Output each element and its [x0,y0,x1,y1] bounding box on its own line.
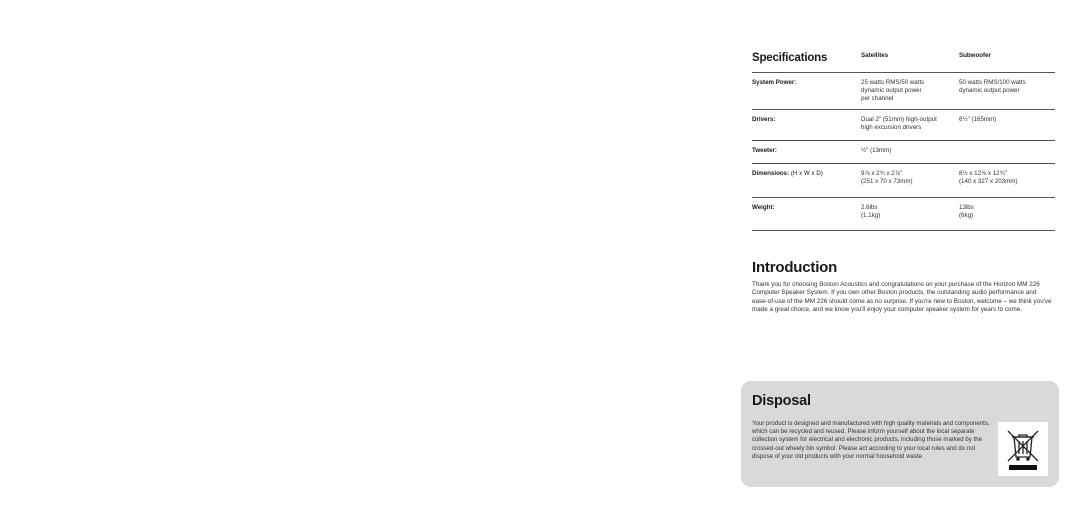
spec-label: Drivers: [752,116,776,123]
spec-label: Tweeter: [752,147,777,154]
spec-satellites-value: Dual 2" (51mm) high-output high excursion drivers [861,116,937,132]
introduction-title: Introduction [752,259,838,276]
spec-subwoofer-value: 50 watts RMS/100 watts dynamic output power [959,79,1026,95]
disposal-panel [741,381,1059,487]
introduction-body: Thank you for choosing Boston Acoustics and congratulations on your purchase of the Horizon MM 226 Computer Speaker System. If you own other Boston products, the outstanding audio performance and ease-of-use of the MM 226 should come as no surprise. If you're new to Boston, welcome – we think you've made a great choice, and we know you'll enjoy your computer speaker system for years to come. [752,281,1052,313]
spec-row-tweeter [752,141,1055,164]
spec-satellites-value: 2.6lbs (1.1kg) [861,204,881,220]
disposal-title: Disposal [752,393,811,409]
satellites-column-header: Satellites [861,52,889,59]
spec-label: Dimensions: (H x W x D) [752,170,823,177]
disposal-body: Your product is designed and manufactured with high quality materials and components, which can be recycled and reused. Please inform yourself about the local separate collection system for electrical and electronic products, including those marked by the crossed-out wheely bin symbol. Please act according to your local rules and do not dispose of your old products with your normal household waste [752,420,990,460]
spec-label: Weight: [752,204,775,211]
specifications-title: Specifications [752,52,828,64]
specifications-header [752,52,1055,73]
subwoofer-column-header: Subwoofer [959,52,991,59]
introduction-section [752,259,1052,314]
spec-subwoofer-value: 13lbs (6kg) [959,204,974,220]
spec-row-dimensions [752,164,1055,198]
spec-label: System Power: [752,79,797,86]
spec-subwoofer-value: 6½" (165mm) [959,116,997,123]
spec-satellites-value: 9⅞ x 2¾ x 2⅞" (251 x 70 x 73mm) [861,170,913,186]
spec-row-weight [752,198,1055,231]
spec-row-system-power [752,73,1055,110]
crossed-out-wheelie-bin-icon [998,422,1048,476]
spec-subwoofer-value: 8½ x 12⅞ x 12¾" (140 x 327 x 203mm) [959,170,1018,186]
spec-satellites-value: 25 watts RMS/50 watts dynamic output power per channel [861,79,925,103]
spec-row-drivers [752,110,1055,141]
specifications-section [752,52,1055,231]
spec-satellites-value: ½" (13mm) [861,147,892,154]
